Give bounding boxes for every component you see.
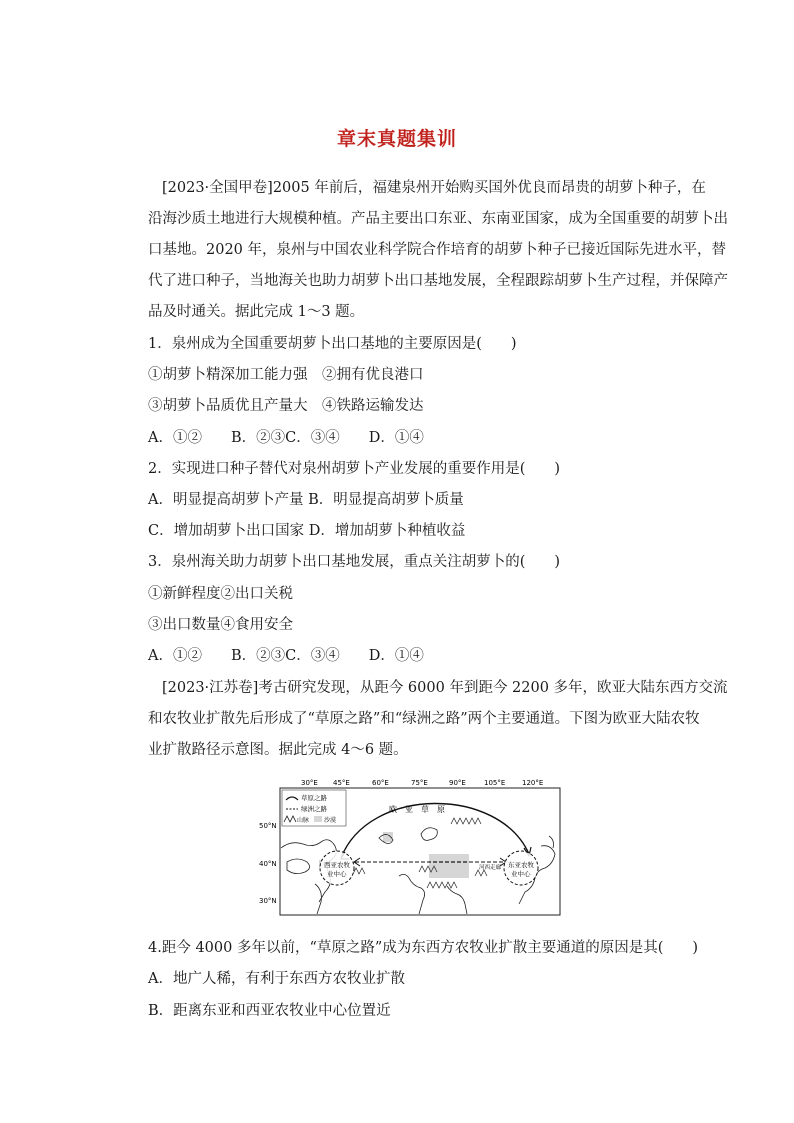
lon-label: 105°E bbox=[484, 779, 506, 787]
lon-label: 30°E bbox=[301, 779, 318, 787]
corridor-label: 河西走廊 bbox=[479, 865, 502, 871]
question-4-stem: 4.距今 4000 多年以前，“草原之路”成为东西方农牧业扩散主要通道的原因是其( ) bbox=[148, 940, 699, 956]
legend-label: 草原之路 bbox=[301, 794, 327, 802]
desert-area bbox=[429, 854, 469, 878]
question-3-item: ③出口数量④食用安全 bbox=[148, 617, 293, 633]
lon-label: 120°E bbox=[522, 779, 544, 787]
question-4-option: B．距离东亚和西亚农牧业中心位置近 bbox=[148, 1003, 391, 1019]
question-3-options: A．①② B．②③C．③④ D．①④ bbox=[148, 648, 424, 664]
question-2-stem: 2．实现进口种子替代对泉州胡萝卜产业发展的重要作用是( ) bbox=[148, 461, 561, 477]
legend-label: 沙漠 bbox=[324, 817, 337, 824]
lon-label: 75°E bbox=[411, 779, 428, 787]
passage2-line: 业扩散路径示意图。据此完成 4～6 题。 bbox=[148, 742, 408, 758]
question-1-stem: 1．泉州成为全国重要胡萝卜出口基地的主要原因是( ) bbox=[148, 336, 517, 352]
lat-label: 30°N bbox=[259, 897, 277, 905]
question-1-options: A．①② B．②③C．③④ D．①④ bbox=[148, 430, 424, 446]
question-1-item: ③胡萝卜品质优且产量大 ④铁路运输发达 bbox=[148, 398, 424, 414]
west-center-label: 西亚农牧 bbox=[324, 861, 350, 869]
lon-label: 60°E bbox=[372, 779, 389, 787]
question-1-item: ①胡萝卜精深加工能力强 ②拥有优良港口 bbox=[148, 367, 424, 383]
question-2-option: C．增加胡萝卜出口国家 D．增加胡萝卜种植收益 bbox=[148, 523, 466, 539]
lat-label: 50°N bbox=[259, 822, 277, 830]
legend-label: 绿洲之路 bbox=[301, 805, 327, 813]
legend-label: 山脉 bbox=[297, 817, 310, 824]
question-2-option: A．明显提高胡萝卜产量 B．明显提高胡萝卜质量 bbox=[148, 492, 464, 508]
question-4-option: A．地广人稀，有利于东西方农牧业扩散 bbox=[148, 971, 405, 987]
lon-label: 45°E bbox=[333, 779, 350, 787]
lat-label: 40°N bbox=[259, 860, 277, 868]
passage1-line: 代了进口种子，当地海关也助力胡萝卜出口基地发展，全程跟踪胡萝卜生产过程，并保障产 bbox=[148, 273, 728, 289]
agriculture-spread-map bbox=[259, 776, 561, 916]
passage2-line: 和农牧业扩散先后形成了“草原之路”和“绿洲之路”两个主要通道。下图为欧亚大陆农牧 bbox=[148, 711, 700, 727]
east-center-label: 业中心 bbox=[511, 870, 531, 878]
passage1-line: [2023·全国甲卷]2005 年前后，福建泉州开始购买国外优良而昂贵的胡萝卜种子，在 bbox=[162, 180, 706, 196]
passage1-line: 沿海沙质土地进行大规模种植。产品主要出口东亚、东南亚国家，成为全国重要的胡萝卜出 bbox=[148, 211, 728, 227]
question-3-stem: 3．泉州海关助力胡萝卜出口基地发展，重点关注胡萝卜的( ) bbox=[148, 554, 561, 570]
question-3-item: ①新鲜程度②出口关税 bbox=[148, 586, 293, 602]
lon-label: 90°E bbox=[449, 779, 466, 787]
desert-area bbox=[383, 832, 393, 842]
steppe-label: 欧 亚 草 原 bbox=[389, 805, 445, 814]
west-center-label: 业中心 bbox=[327, 870, 347, 878]
east-center-label: 东亚农牧 bbox=[508, 861, 534, 869]
passage1-line: 品及时通关。据此完成 1～3 题。 bbox=[148, 304, 365, 320]
map-legend bbox=[282, 790, 346, 826]
page-title: 章末真题集训 bbox=[336, 128, 457, 150]
passage2-line: [2023·江苏卷]考古研究发现，从距今 6000 年到距今 2200 多年，欧亚大陆东西方交流 bbox=[162, 680, 728, 696]
passage1-line: 口基地。2020 年，泉州与中国农业科学院合作培育的胡萝卜种子已接近国际先进水平，替 bbox=[148, 242, 727, 258]
desert-legend-icon bbox=[314, 816, 322, 822]
